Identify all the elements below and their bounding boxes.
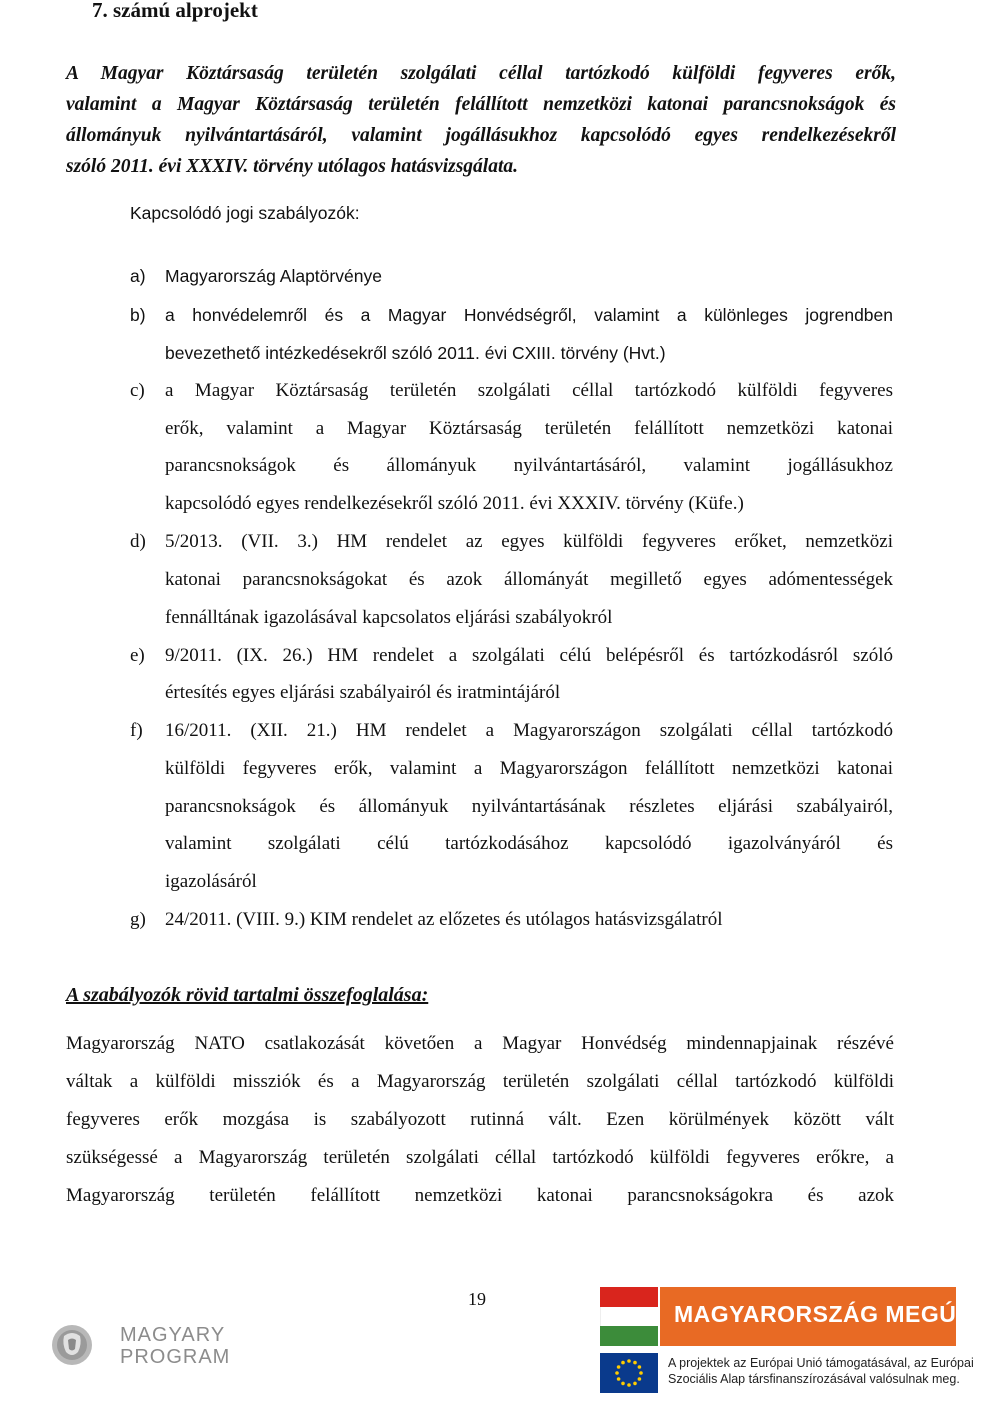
list-item-letter: b) (130, 305, 146, 325)
magyarorszag-megujul-banner (600, 1287, 1001, 1393)
hungarian-flag-green-stripe (600, 1326, 658, 1346)
list-item-line: a honvédelemről és a Magyar Honvédségről, valamint a különleges jogrendben (165, 305, 893, 325)
summary-line: váltak a külföldi missziók és a Magyarország területén szolgálati céllal tartózkodó külföldi (66, 1071, 894, 1092)
list-item-letter: g) (130, 909, 146, 930)
list-item-line: katonai parancsnokságokat és azok állományát megillető egyes adómentességek (165, 569, 893, 590)
list-item-line: 16/2011. (XII. 21.) HM rendelet a Magyarországon szolgálati céllal tartózkodó (165, 720, 893, 741)
summary-line: szükségessé a Magyarország területén szolgálati céllal tartózkodó külföldi fegyveres erőkre, a (66, 1147, 894, 1168)
title-line: valamint a Magyar Köztársaság területén felállított nemzetközi katonai parancsnokságok és (66, 94, 896, 115)
title-line: szóló 2011. évi XXXIV. törvény utólagos hatásvizsgálata. (66, 156, 518, 177)
list-item-line: 24/2011. (VIII. 9.) KIM rendelet az előzetes és utólagos hatásvizsgálatról (165, 909, 723, 930)
summary-line: Magyarország NATO csatlakozását követően a Magyar Honvédség mindennapjainak részévé (66, 1033, 894, 1054)
logo-line-1: MAGYARY (120, 1324, 226, 1346)
list-item-line: kapcsolódó egyes rendelkezésekről szóló 2011. évi XXXIV. törvény (Küfe.) (165, 493, 744, 514)
list-item-line: külföldi fegyveres erők, valamint a Magyarországon felállított nemzetközi katonai (165, 758, 893, 779)
list-item-line: 5/2013. (VII. 3.) HM rendelet az egyes külföldi fegyveres erőket, nemzetközi (165, 531, 893, 552)
list-item-letter: c) (130, 380, 145, 401)
eu-flag-icon (600, 1353, 658, 1393)
hungarian-flag-red-stripe (600, 1287, 658, 1307)
list-item-line: fennálltának igazolásával kapcsolatos eljárási szabályokról (165, 607, 613, 628)
list-item-letter: a) (130, 266, 146, 286)
banner-orange-panel (660, 1287, 1001, 1346)
list-item-letter: f) (130, 720, 143, 741)
title-line: állományuk nyilvántartásáról, valamint jogállásukhoz kapcsolódó egyes rendelkezésekről (66, 125, 896, 146)
magyary-emblem-icon (48, 1322, 110, 1368)
eu-text-line-2: Szociális Alap társfinanszírozásával valósulnak meg. (668, 1372, 960, 1386)
page-number: 19 (468, 1289, 486, 1309)
list-item-line: parancsnokságok és állományuk nyilvántartásának részletes eljárási szabályairól, (165, 796, 893, 817)
summary-line: fegyveres erők mozgása is szabályozott rutinná vált. Ezen körülmények között vált (66, 1109, 894, 1130)
section-heading: 7. számú alprojekt (92, 0, 258, 22)
list-item-line: bevezethető intézkedésekről szóló 2011. évi CXIII. törvény (Hvt.) (165, 343, 666, 363)
list-item-line: 9/2011. (IX. 26.) HM rendelet a szolgálati célú belépésről és tartózkodásról szóló (165, 645, 893, 666)
hungarian-flag-white-stripe (600, 1307, 659, 1326)
eu-text-line-1: A projektek az Európai Unió támogatásával, az Európai (668, 1356, 974, 1370)
document-title (66, 58, 896, 182)
list-item-line: Magyarország Alaptörvénye (165, 266, 382, 286)
title-line: A Magyar Köztársaság területén szolgálati céllal tartózkodó külföldi fegyveres erők, (66, 63, 896, 84)
list-item-letter: e) (130, 645, 145, 666)
list-item-line: parancsnokságok és állományuk nyilvántartásáról, valamint jogállásukhoz (165, 455, 893, 476)
banner-text: MAGYARORSZÁG MEGÚJUL (674, 1301, 1001, 1327)
list-item-line: valamint szolgálati célú tartózkodásához kapcsolódó igazolványáról és (165, 833, 893, 854)
list-item-line: igazolásáról (165, 871, 257, 892)
summary-title: A szabályozók rövid tartalmi összefoglalása: (66, 984, 429, 1006)
list-item-line: erők, valamint a Magyar Köztársaság területén felállított nemzetközi katonai (165, 418, 893, 439)
magyary-program-logo (48, 1322, 238, 1368)
list-item-line: a Magyar Köztársaság területén szolgálati céllal tartózkodó külföldi fegyveres (165, 380, 893, 401)
logo-line-2: PROGRAM (120, 1346, 231, 1368)
related-regulations-heading: Kapcsolódó jogi szabályozók: (130, 203, 360, 223)
summary-line: Magyarország területén felállított nemzetközi katonai parancsnokságokra és azok (66, 1185, 894, 1206)
list-item-letter: d) (130, 531, 146, 552)
list-item-line: értesítés egyes eljárási szabályairól és iratmintájáról (165, 682, 561, 703)
